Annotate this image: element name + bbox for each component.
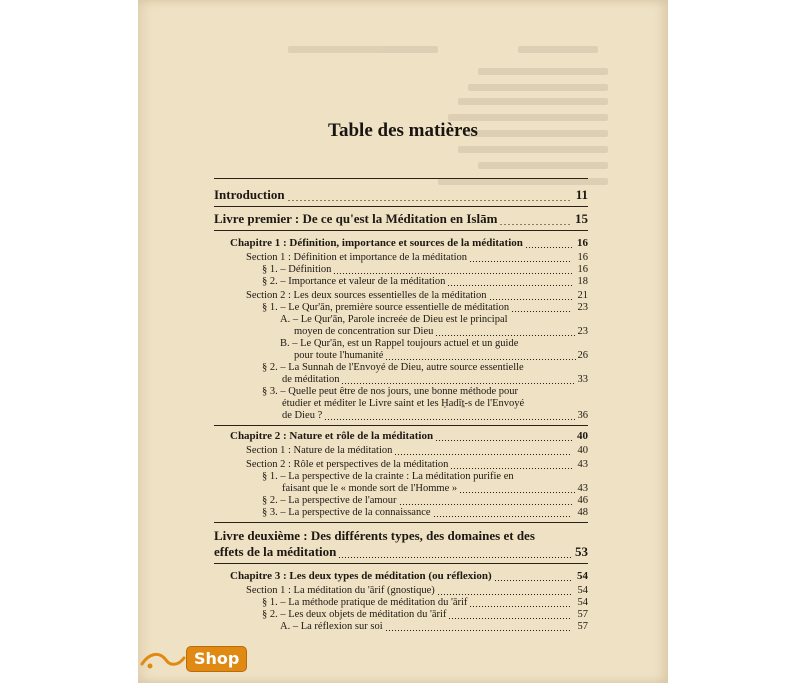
toc-entry-chapitre-1: Chapitre 1 : Définition, importance et sources de la méditation 16: [230, 237, 588, 249]
toc-entry-chapitre-3: Chapitre 3 : Les deux types de méditation (ou réflexion) 54: [230, 570, 588, 582]
toc-entry-s2-p1: § 1. – Le Qur'ān, première source essentielle de méditation 23: [262, 302, 588, 313]
toc-entry-c2-p3: § 3. – La perspective de la connaissance 48: [262, 507, 588, 518]
book-page: [138, 0, 668, 683]
toc-entry-c3-p2-a: A. – La réflexion sur soi 57: [280, 621, 588, 632]
toc-entry-section-2: Section 2 : Les deux sources essentielles de la méditation 21: [246, 290, 588, 301]
toc-entry-s1-p1: § 1. – Définition 16: [262, 264, 588, 275]
toc-entry-section-1: Section 1 : Définition et importance de la méditation 16: [246, 252, 588, 263]
toc-entry-c2-p2: § 2. – La perspective de l'amour 46: [262, 495, 588, 506]
page-title: Table des matières: [328, 120, 478, 141]
toc-entry-s2-p1-a: A. – Le Qur'ān, Parole increée de Dieu est le principal moyen de concentration sur Dieu 23: [280, 314, 588, 337]
toc-entry-c3-p1: § 1. – La méthode pratique de méditation du 'ārif 54: [262, 597, 588, 608]
toc-entry-s2-p3: § 3. – Quelle peut être de nos jours, une bonne méthode pour étudier et méditer le Livre saint et les Ḥadīṯ-s de l'Envoyé de Dieu ? 36: [262, 386, 588, 421]
table-of-contents: [214, 187, 588, 633]
shop-logo[interactable]: Shop: [186, 646, 247, 672]
toc-entry-c3-section-1: Section 1 : La méditation du 'ārif (gnostique) 54: [246, 585, 588, 596]
toc-entry-c2-p1: § 1. – La perspective de la crainte : La méditation purifie en faisant que le « monde sort de l'Homme » 43: [262, 471, 588, 494]
toc-entry-introduction: Introduction 11: [214, 187, 588, 202]
toc-entry-s2-p2: § 2. – La Sunnah de l'Envoyé de Dieu, autre source essentielle de méditation 33: [262, 362, 588, 385]
toc-entry-c3-p2: § 2. – Les deux objets de méditation du 'ārif 57: [262, 609, 588, 620]
toc-entry-chapitre-2: Chapitre 2 : Nature et rôle de la méditation 40: [230, 430, 588, 442]
toc-entry-c2-section-1: Section 1 : Nature de la méditation 40: [246, 445, 588, 456]
swirl-logo-icon: [140, 650, 186, 672]
toc-entry-s1-p2: § 2. – Importance et valeur de la méditation 18: [262, 276, 588, 287]
toc-entry-livre-deuxieme: Livre deuxième : Des différents types, des domaines et des effets de la méditation 53: [214, 528, 588, 559]
toc-entry-livre-premier: Livre premier : De ce qu'est la Méditation en Islām 15: [214, 211, 588, 226]
toc-entry-c2-section-2: Section 2 : Rôle et perspectives de la méditation 43: [246, 459, 588, 470]
toc-entry-s2-p1-b: B. – Le Qur'ān, est un Rappel toujours actuel et un guide pour toute l'humanité 26: [280, 338, 588, 361]
title-rule: [214, 178, 588, 179]
